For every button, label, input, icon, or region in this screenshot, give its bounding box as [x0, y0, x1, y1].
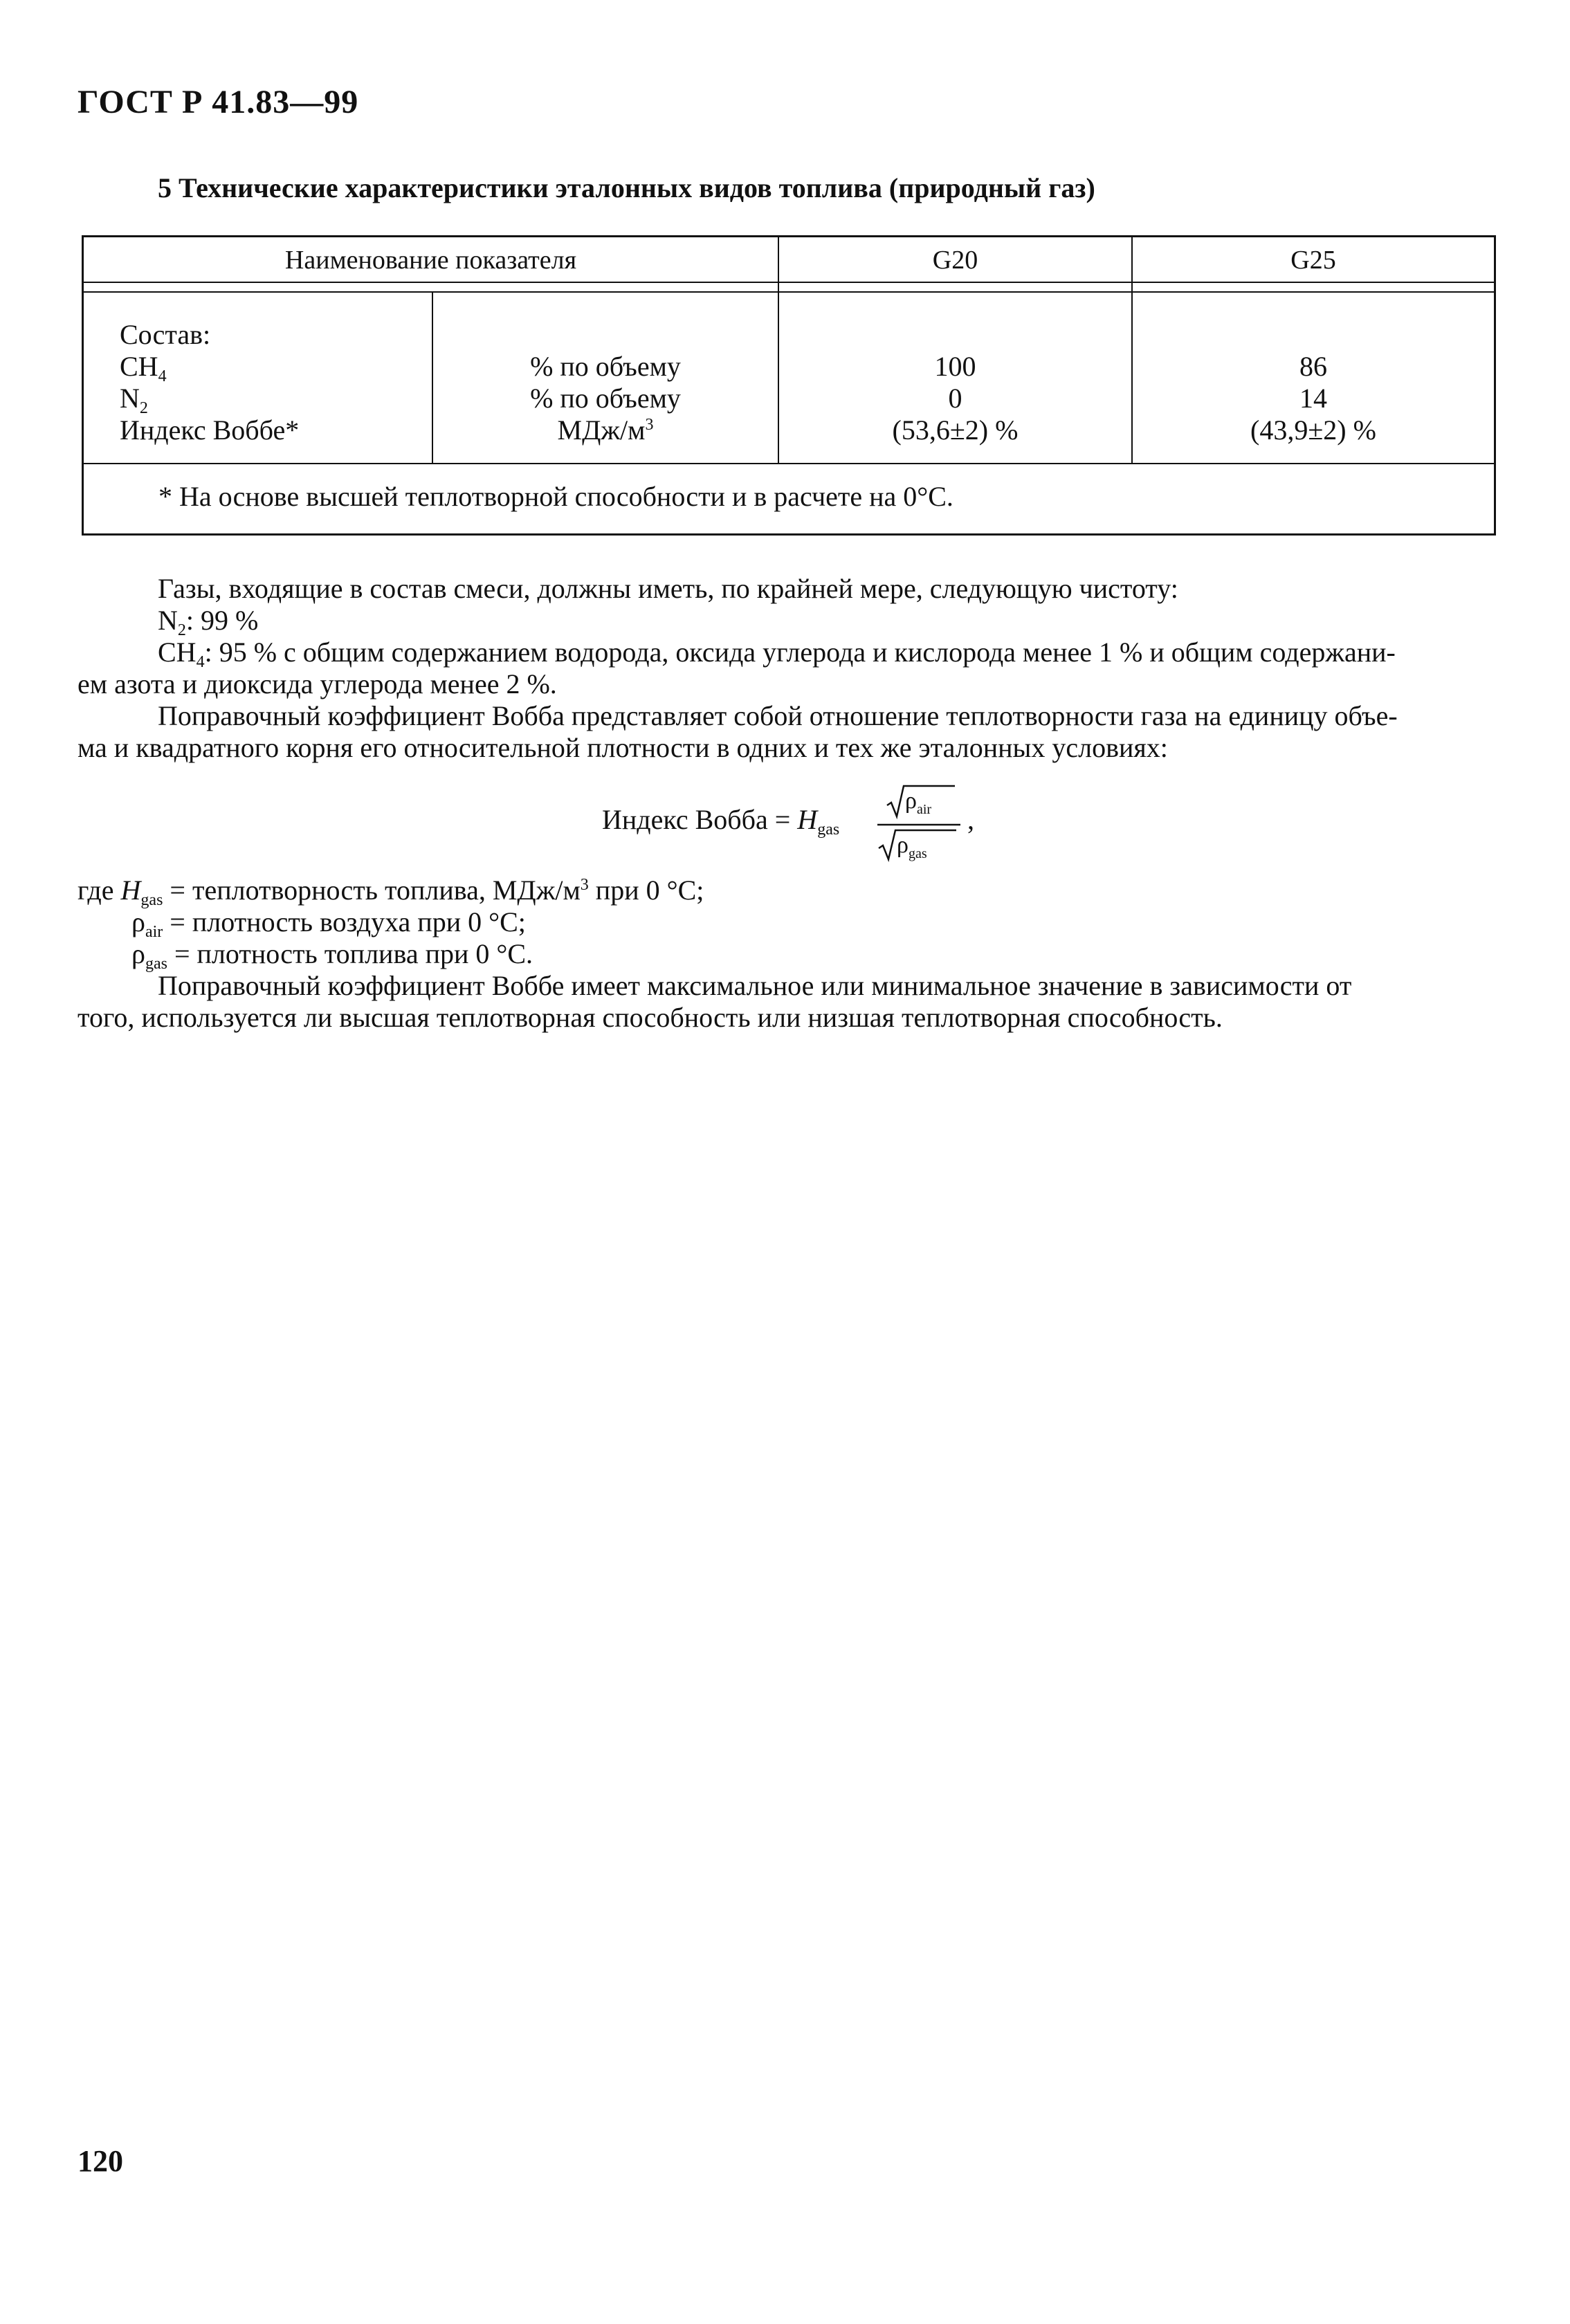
table-footnote: * На основе высшей теплотворной способности и в расчете на 0°С. [158, 481, 953, 512]
formula-lhs: Индекс Вобба = $H_{gas}$ [602, 804, 840, 839]
row-wobbe-unit: МДж/$м^3$ [557, 414, 654, 446]
row-n2-name: $N_2$ [120, 383, 148, 417]
row-ch4-name: $CH_4$ [120, 351, 167, 385]
table-header-rule-1 [84, 282, 1494, 283]
formula-fraction [873, 782, 965, 865]
purity-n2: $N_2$: 99 % [158, 605, 259, 639]
row-n2-g20: 0 [948, 383, 962, 414]
row-n2-g25: 14 [1299, 383, 1327, 414]
page-number: 120 [77, 2144, 123, 2178]
row-ch4-g25: 86 [1299, 351, 1327, 382]
wobbe-definition-line1: Поправочный коэффициент Вобба представляет собой отношение теплотворности газа на единицу объе- [158, 700, 1398, 731]
row-wobbe-g25: (43,9±2) % [1250, 414, 1376, 446]
formula-comma: , [967, 804, 974, 835]
purity-ch4-line2: ем азота и диоксида углерода менее 2 %. [77, 668, 557, 699]
document-id: ГОСТ Р 41.83—99 [77, 84, 359, 120]
wobbe-definition-line2: ма и квадратного корня его относительной плотности в одних и тех же эталонных условиях: [77, 732, 1168, 763]
header-name: Наименование показателя [284, 246, 577, 275]
row-n2-unit: % по объему [530, 383, 681, 414]
row-ch4-g20: 100 [934, 351, 976, 382]
formula-denominator: $\rho_{gas}$ [897, 832, 927, 861]
row-wobbe-g20: (53,6±2) % [892, 414, 1019, 446]
where-rho-air: $\rho_{air}$ = плотность воздуха при 0 °С; [131, 906, 526, 941]
row-ch4-unit: % по объему [530, 351, 681, 382]
header-g20: G20 [932, 246, 978, 275]
closing-line2: того, используется ли высшая теплотворная способность или низшая теплотворная способность. [77, 1002, 1223, 1033]
table-header-rule-2 [84, 291, 1494, 293]
purity-ch4-line1: $CH_4$: 95 % с общим содержанием водорода, оксида углерода и кислорода менее 1 % и общим содержани- [158, 637, 1396, 671]
formula-numerator: $\rho_{air}$ [905, 788, 932, 817]
row-wobbe-name: Индекс Воббе* [120, 414, 300, 446]
section-title: 5 Технические характеристики эталонных видов топлива (природный газ) [158, 172, 1095, 203]
where-rho-gas: $\rho_{gas}$ = плотность топлива при 0 °С. [131, 938, 533, 973]
purity-intro: Газы, входящие в состав смеси, должны иметь, по крайней мере, следующую чистоту: [158, 573, 1178, 604]
table-footnote-rule [84, 463, 1494, 464]
fuel-spec-table [82, 235, 1496, 536]
closing-line1: Поправочный коэффициент Воббе имеет максимальное или минимальное значение в зависимости от [158, 970, 1352, 1001]
where-h: где $H_{gas}$ = теплотворность топлива, МДж/$м^3$ при 0 °С; [77, 875, 704, 909]
header-g25: G25 [1290, 246, 1336, 275]
composition-label: Состав: [120, 319, 211, 350]
